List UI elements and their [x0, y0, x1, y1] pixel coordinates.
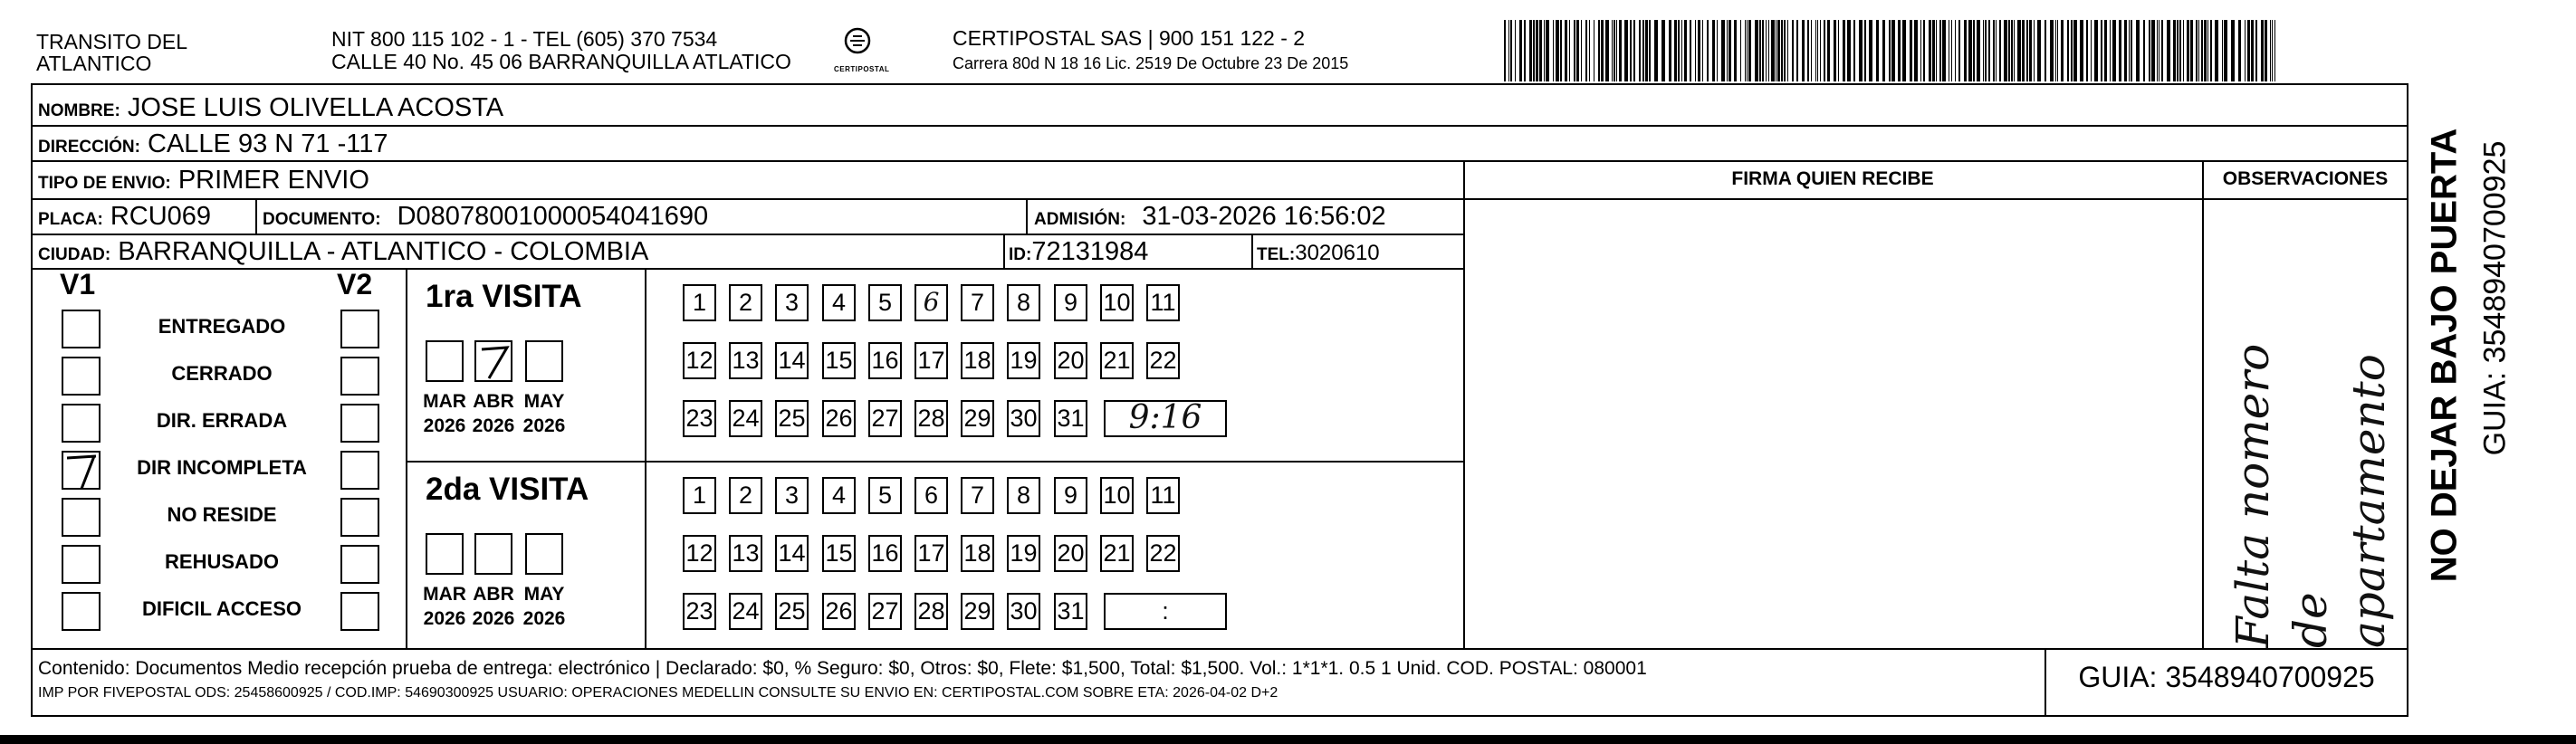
day-box[interactable]: 10: [1100, 477, 1134, 514]
day-box[interactable]: 9: [1054, 477, 1087, 514]
admision-split: [1026, 198, 1028, 234]
day-box[interactable]: 10: [1100, 284, 1134, 321]
id-label: ID:: [1009, 245, 1032, 264]
tel-field: [1257, 237, 1380, 270]
nombre-value: JOSE LUIS OLIVELLA ACOSTA: [127, 93, 504, 122]
day-box[interactable]: 14: [775, 342, 809, 379]
v2-checkbox[interactable]: [340, 451, 379, 490]
day-box[interactable]: 25: [775, 400, 809, 437]
time-box[interactable]: [1104, 400, 1227, 437]
day-box[interactable]: 23: [683, 400, 716, 437]
side-notice: [2418, 91, 2472, 634]
month-checkbox[interactable]: [525, 533, 563, 575]
day-box[interactable]: 31: [1054, 400, 1087, 437]
day-box[interactable]: 28: [915, 593, 948, 630]
day-box[interactable]: 23: [683, 593, 716, 630]
month-label: MAY: [523, 584, 565, 605]
address-line: CALLE 40 No. 45 06 BARRANQUILLA ATLATICO: [331, 50, 791, 73]
id-value: 72131984: [1031, 237, 1149, 266]
day-box[interactable]: [915, 284, 948, 321]
day-box[interactable]: 25: [775, 593, 809, 630]
day-box[interactable]: 18: [961, 342, 994, 379]
v1-label: V1: [60, 268, 96, 300]
v1-checkbox[interactable]: [62, 404, 101, 443]
day-box[interactable]: 2: [729, 284, 762, 321]
tipo-envio-label: TIPO DE ENVIO:: [38, 174, 171, 193]
time-box[interactable]: :: [1104, 593, 1227, 630]
visit-title: 2da VISITA: [426, 472, 589, 507]
day-box[interactable]: 19: [1007, 342, 1040, 379]
day-box[interactable]: 26: [822, 400, 856, 437]
placa-field: [38, 202, 211, 234]
tel-split: [1251, 234, 1253, 268]
day-box[interactable]: 19: [1007, 535, 1040, 572]
v1-checkbox[interactable]: [62, 498, 101, 537]
v2-checkbox[interactable]: [340, 592, 379, 631]
status-label: DIR. ERRADA: [156, 409, 288, 432]
day-box[interactable]: 13: [729, 342, 762, 379]
year-label: 2026: [522, 415, 566, 436]
nit-line: NIT 800 115 102 - 1 - TEL (605) 370 7534: [331, 27, 718, 51]
status-right-line: [406, 268, 407, 648]
day-box[interactable]: 3: [775, 284, 809, 321]
day-box[interactable]: 13: [729, 535, 762, 572]
tipo-envio-value: PRIMER ENVIO: [177, 166, 369, 195]
v2-checkbox[interactable]: [340, 357, 379, 396]
day-box[interactable]: 1: [683, 477, 716, 514]
month-label: MAR: [423, 391, 466, 412]
day-box[interactable]: 7: [961, 477, 994, 514]
day-box[interactable]: 15: [822, 535, 856, 572]
day-box[interactable]: 27: [868, 593, 902, 630]
year-label: 2026: [423, 608, 466, 629]
admision-field: [1034, 202, 1386, 234]
status-label: NO RESIDE: [167, 503, 277, 526]
month-checkbox[interactable]: [525, 340, 563, 382]
day-box[interactable]: 4: [822, 284, 856, 321]
observaciones-label: OBSERVACIONES: [2222, 168, 2389, 189]
barcode: [1504, 20, 2281, 81]
month-label: ABR: [473, 391, 514, 412]
v2-checkbox[interactable]: [340, 498, 379, 537]
placa-label: PLACA:: [38, 210, 103, 229]
logo-text: CERTIPOSTAL: [834, 65, 890, 73]
nombre-field: [38, 93, 503, 126]
v2-checkbox[interactable]: [340, 310, 379, 348]
day-box[interactable]: 11: [1146, 477, 1180, 514]
day-box[interactable]: 18: [961, 535, 994, 572]
day-box[interactable]: 5: [868, 477, 902, 514]
day-box[interactable]: 27: [868, 400, 902, 437]
day-box[interactable]: 2: [729, 477, 762, 514]
day-box[interactable]: 3: [775, 477, 809, 514]
day-box[interactable]: 7: [961, 284, 994, 321]
nombre-label: NOMBRE:: [38, 101, 120, 120]
handwritten-observation: [2202, 226, 2408, 648]
v2-label: V2: [337, 268, 373, 300]
footer-contenido: Contenido: Documentos Medio recepción prueba de entrega: electrónico | Declarado: $0, % Seguro: $0, Otros: $0, Flete: $1,500, Total: $1,500. Vol.: 1*1*1. 0.5 1 Unid. COD. POSTAL: 080001: [38, 658, 1647, 679]
visit-split-line: [406, 461, 1465, 463]
day-box[interactable]: 15: [822, 342, 856, 379]
month-label: MAR: [423, 584, 466, 605]
direccion-value: CALLE 93 N 71 -117: [148, 129, 388, 158]
documento-label: DOCUMENTO:: [263, 210, 381, 229]
status-label: REHUSADO: [165, 550, 279, 573]
month-checkbox[interactable]: [474, 533, 512, 575]
day-box[interactable]: 24: [729, 400, 762, 437]
v1-checkbox[interactable]: [62, 545, 101, 584]
year-label: 2026: [472, 415, 515, 436]
day-box[interactable]: 16: [868, 342, 902, 379]
day-box[interactable]: 29: [961, 400, 994, 437]
day-box[interactable]: 12: [683, 535, 716, 572]
month-label: MAY: [523, 391, 565, 412]
ciudad-label: CIUDAD:: [38, 245, 111, 264]
carrier-license: Carrera 80d N 18 16 Lic. 2519 De Octubre 23 De 2015: [953, 54, 1349, 72]
day-box[interactable]: 8: [1007, 477, 1040, 514]
ciudad-value: BARRANQUILLA - ATLANTICO - COLOMBIA: [118, 237, 649, 266]
documento-value: D080780010000540416​90: [397, 202, 709, 231]
day-box[interactable]: 5: [868, 284, 902, 321]
bottom-edge-bar: [0, 735, 2576, 744]
day-box[interactable]: 30: [1007, 593, 1040, 630]
footer-imp-line: IMP POR FIVEPOSTAL ODS: 25458600925 / COD.IMP: 54690300925 USUARIO: OPERACIONES MEDELLIN CONSULTE SU ENVIO EN: CERTIPOSTAL.COM SOBRE ETA: 2026-04-02 D+2: [38, 685, 1278, 701]
status-label: CERRADO: [171, 362, 273, 385]
handwritten-note: Falta nomero de apartamento: [2226, 343, 2395, 648]
day-box[interactable]: 14: [775, 535, 809, 572]
status-label: DIR INCOMPLETA: [137, 456, 307, 479]
tipo-envio-field: [38, 166, 369, 198]
direccion-label: DIRECCIÓN:: [38, 138, 140, 157]
id-field: [1009, 237, 1148, 270]
visit-title: 1ra VISITA: [426, 279, 582, 314]
tel-value: 3020610: [1295, 241, 1380, 265]
id-split: [1003, 234, 1005, 268]
v1-checkbox[interactable]: [62, 592, 101, 631]
company-name-line1: TRANSITO DEL: [36, 30, 187, 53]
v2-checkbox[interactable]: [340, 404, 379, 443]
side-guia: [2468, 91, 2523, 634]
firma-label: FIRMA QUIEN RECIBE: [1731, 168, 1934, 189]
month-checkbox[interactable]: [426, 533, 464, 575]
visit-month-right-line: [645, 268, 646, 648]
v2-checkbox[interactable]: [340, 545, 379, 584]
day-box[interactable]: 17: [915, 342, 948, 379]
v1-checkbox[interactable]: [62, 357, 101, 396]
placa-split: [255, 198, 257, 234]
day-box[interactable]: 20: [1054, 535, 1087, 572]
year-label: 2026: [423, 415, 466, 436]
side-guia-text: GUIA: 3548940700925: [2477, 140, 2513, 456]
day-box[interactable]: 26: [822, 593, 856, 630]
month-checkbox[interactable]: [426, 340, 464, 382]
ciudad-field: [38, 237, 648, 270]
day-box[interactable]: 1: [683, 284, 716, 321]
day-box[interactable]: 17: [915, 535, 948, 572]
day-box[interactable]: 9: [1054, 284, 1087, 321]
day-box[interactable]: 21: [1100, 342, 1134, 379]
footer-line: [31, 648, 2408, 650]
day-box[interactable]: 24: [729, 593, 762, 630]
day-box[interactable]: 16: [868, 535, 902, 572]
day-box[interactable]: 30: [1007, 400, 1040, 437]
tel-label: TEL:: [1257, 245, 1296, 264]
documento-field: [263, 202, 708, 234]
no-dejar-bajo-puerta: NO DEJAR BAJO PUERTA: [2424, 128, 2465, 583]
admision-label: ADMISIÓN:: [1034, 210, 1126, 229]
placa-value: RCU069: [110, 202, 212, 231]
signature-left-line: [1463, 160, 1465, 650]
month-label: ABR: [473, 584, 514, 605]
day-box[interactable]: 28: [915, 400, 948, 437]
year-label: 2026: [522, 608, 566, 629]
day-box[interactable]: 21: [1100, 535, 1134, 572]
day-box[interactable]: 31: [1054, 593, 1087, 630]
day-box[interactable]: 4: [822, 477, 856, 514]
status-label: ENTREGADO: [158, 315, 286, 338]
day-box[interactable]: 8: [1007, 284, 1040, 321]
day-box[interactable]: 6: [915, 477, 948, 514]
carrier-line: CERTIPOSTAL SAS | 900 151 122 - 2: [953, 26, 1306, 50]
company-name-line2: ATLANTICO: [36, 52, 152, 75]
check-mark-icon: [63, 453, 102, 491]
day-box[interactable]: 20: [1054, 342, 1087, 379]
day-box[interactable]: 22: [1146, 342, 1180, 379]
day-box[interactable]: 29: [961, 593, 994, 630]
day-box[interactable]: 12: [683, 342, 716, 379]
month-checkbox[interactable]: [474, 340, 512, 382]
admision-value: 31-03-2026 16:56:02: [1142, 202, 1386, 231]
handwritten-time: 9:16: [1128, 399, 1202, 436]
check-mark-icon: [476, 342, 514, 384]
handwritten-day: 6: [923, 287, 940, 317]
year-label: 2026: [472, 608, 515, 629]
footer-guia: GUIA: 3548940700925: [2078, 661, 2375, 693]
v1-checkbox[interactable]: [62, 310, 101, 348]
row-line-3: [31, 198, 2408, 200]
v1-checkbox[interactable]: [62, 451, 101, 490]
direccion-field: [38, 129, 388, 162]
status-label: DIFICIL ACCESO: [141, 597, 302, 620]
day-box[interactable]: 22: [1146, 535, 1180, 572]
day-box[interactable]: 11: [1146, 284, 1180, 321]
